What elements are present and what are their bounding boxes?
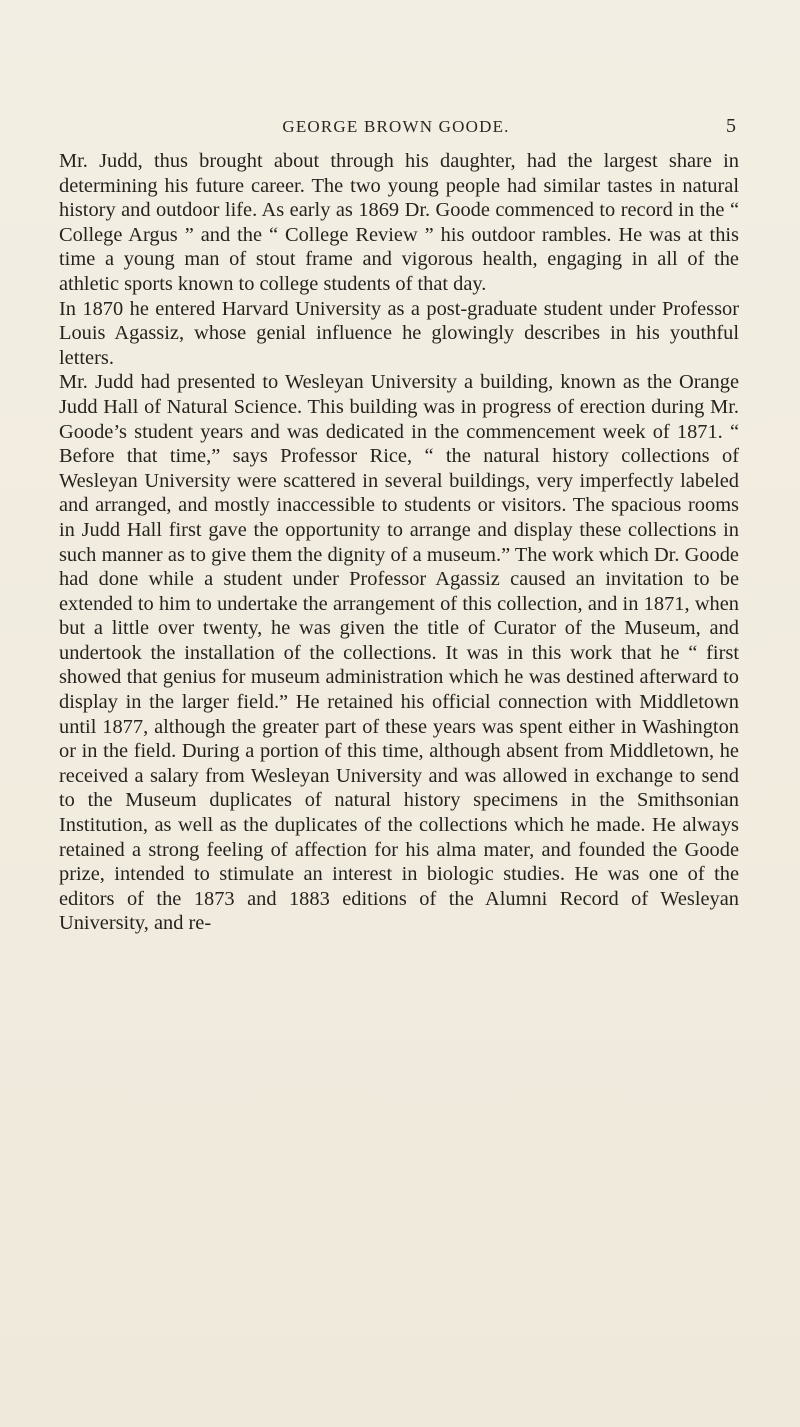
page-number: 5 — [726, 115, 736, 137]
running-head — [56, 117, 736, 141]
body-text — [59, 149, 739, 936]
paragraph-1: Mr. Judd, thus brought about through his daughter, had the largest share in determining his future career. The two young people had similar tastes in natural history and outdoor life. As early as 1869 Dr. Goode commenced to record in the “ College Argus ” and the “ College Review ” his outdoor rambles. He was at this time a young man of stout frame and vigorous health, engaging in all of the athletic sports known to college students of that day. — [59, 150, 739, 295]
running-title: GEORGE BROWN GOODE. — [282, 117, 510, 136]
paragraph-3: Mr. Judd had presented to Wesleyan University a building, known as the Orange Judd Hall of Natural Science. This building was in progress of erection during Mr. Goode’s student years and was dedicated in the commencement week of 1871. “ Before that time,” says Professor Rice, “ the natural history collections of Wesleyan University were scattered in several buildings, very imperfectly labeled and arranged, and mostly inaccessible to students or visitors. The spacious rooms in Judd Hall first gave the opportunity to arrange and display these collections in such manner as to give them the dignity of a museum.” The work which Dr. Goode had done while a student under Professor Agassiz caused an invitation to be extended to him to undertake the arrangement of this collection, and in 1871, when but a little over twenty, he was given the title of Curator of the Museum, and undertook the installation of the collections. It was in this work that he “ first showed that genius for museum administration which he was destined afterward to display in the larger field.” He retained his official connection with Middletown until 1877, although the greater part of these years was spent either in Washington or in the field. During a portion of this time, although absent from Middletown, he received a salary from Wesleyan University and was allowed in exchange to send to the Museum duplicates of natural history specimens in the Smithsonian Institution, as well as the duplicates of the collections which he made. He always retained a strong feeling of affection for his alma mater, and founded the Goode prize, intended to stimulate an interest in biologic studies. He was one of the editors of the 1873 and 1883 editions of the Alumni Record of Wesleyan University, and re- — [59, 371, 739, 935]
paragraph-2: In 1870 he entered Harvard University as a post-graduate student under Professor Louis Agassiz, whose genial influence he glowingly describes in his youthful letters. — [59, 297, 739, 369]
